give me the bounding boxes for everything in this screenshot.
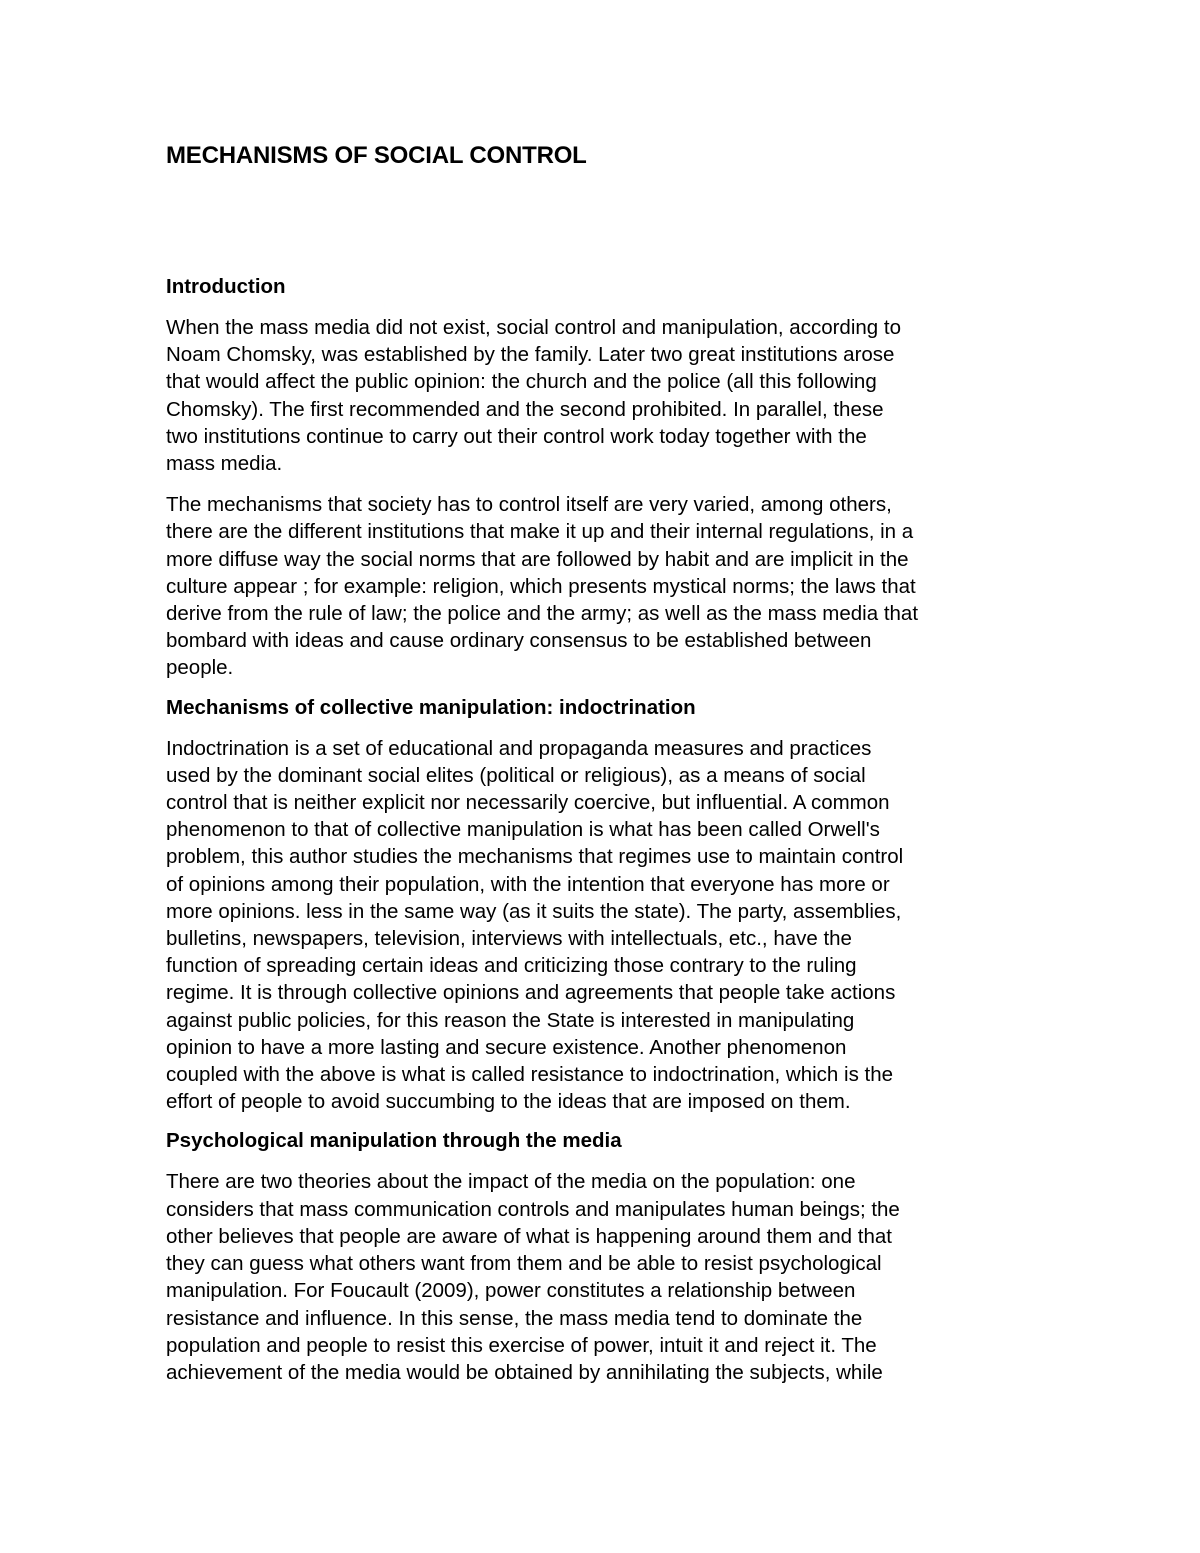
text-line: used by the dominant social elites (political or religious), as a means of social [166,763,866,787]
text-line: they can guess what others want from them and be able to resist psychological [166,1252,882,1276]
text-line: manipulation. For Foucault (2009), power constitutes a relationship between [166,1279,856,1303]
text-line: mass media. [166,452,283,476]
section-heading-introduction: Introduction [166,275,286,298]
text-line: there are the different institutions that make it up and their internal regulations, in a [166,520,914,544]
text-line: There are two theories about the impact of the media on the population: one [166,1170,856,1194]
paragraph-introduction-2 [166,491,1046,681]
paragraph-indoctrination [166,735,1046,1116]
text-line: considers that mass communication controls and manipulates human beings; the [166,1197,900,1221]
document-title: MECHANISMS OF SOCIAL CONTROL [166,142,587,169]
text-line: derive from the rule of law; the police and the army; as well as the mass media that [166,602,919,626]
text-line: culture appear ; for example: religion, which presents mystical norms; the laws that [166,574,916,598]
text-line: more diffuse way the social norms that are followed by habit and are implicit in the [166,547,909,571]
paragraph-psychological [166,1168,1046,1386]
text-line: opinion to have a more lasting and secure existence. Another phenomenon [166,1035,847,1059]
text-line: bulletins, newspapers, television, interviews with intellectuals, etc., have the [166,927,852,951]
text-line: regime. It is through collective opinions and agreements that people take actions [166,981,896,1005]
text-line: Chomsky). The first recommended and the second prohibited. In parallel, these [166,397,884,421]
text-line: coupled with the above is what is called resistance to indoctrination, which is the [166,1063,894,1087]
text-line: two institutions continue to carry out their control work today together with the [166,424,867,448]
text-line: The mechanisms that society has to control itself are very varied, among others, [166,493,892,517]
text-line: that would affect the public opinion: the church and the police (all this following [166,370,877,394]
text-line: When the mass media did not exist, social control and manipulation, according to [166,316,901,339]
text-line: effort of people to avoid succumbing to the ideas that are imposed on them. [166,1090,851,1114]
text-line: people. [166,656,234,680]
paragraph-introduction-1 [166,314,1046,477]
text-line: bombard with ideas and cause ordinary consensus to be established between [166,629,872,653]
text-line: Noam Chomsky, was established by the family. Later two great institutions arose [166,343,895,367]
text-line: control that is neither explicit nor necessarily coercive, but influential. A common [166,791,890,815]
text-line: function of spreading certain ideas and criticizing those contrary to the ruling [166,954,857,978]
text-line: of opinions among their population, with the intention that everyone has more or [166,872,890,896]
document-body [166,141,1046,1386]
text-line: other believes that people are aware of what is happening around them and that [166,1224,892,1248]
text-line: against public policies, for this reason the State is interested in manipulating [166,1008,855,1032]
text-line: resistance and influence. In this sense, the mass media tend to dominate the [166,1306,863,1330]
section-heading-indoctrination: Mechanisms of collective manipulation: indoctrination [166,695,696,719]
section-heading-psychological: Psychological manipulation through the media [166,1129,622,1153]
text-line: Indoctrination is a set of educational and propaganda measures and practices [166,736,872,760]
text-line: phenomenon to that of collective manipulation is what has been called Orwell's [166,818,880,842]
text-line: achievement of the media would be obtained by annihilating the subjects, while [166,1360,883,1384]
text-line: population and people to resist this exercise of power, intuit it and reject it. The [166,1333,877,1357]
text-line: more opinions. less in the same way (as it suits the state). The party, assemblies, [166,899,902,923]
text-line: problem, this author studies the mechanisms that regimes use to maintain control [166,845,904,869]
